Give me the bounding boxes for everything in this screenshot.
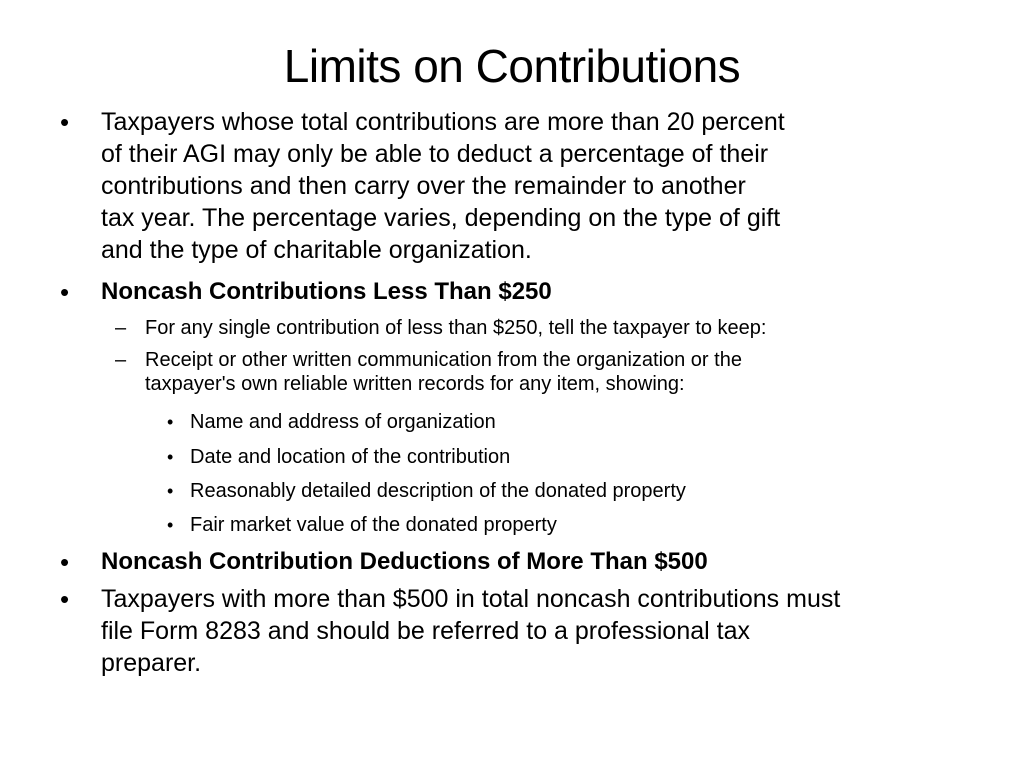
list-item-text: Date and location of the contribution bbox=[190, 446, 511, 468]
bullet-heading: Noncash Contributions Less Than $250 bbox=[101, 278, 552, 305]
list-item bbox=[0, 475, 1024, 507]
bullet-marker: • bbox=[60, 584, 70, 614]
bullet-marker: • bbox=[167, 447, 174, 467]
bullet-line: preparer. bbox=[101, 649, 202, 677]
bullet-line: file Form 8283 and should be referred to a professional tax bbox=[101, 617, 750, 645]
list-item bbox=[0, 441, 1024, 473]
bullet-noncash-over-500 bbox=[0, 546, 1024, 578]
list-item bbox=[0, 406, 1024, 438]
slide-title: Limits on Contributions bbox=[283, 40, 741, 92]
bullet-line: Taxpayers whose total contributions are more than 20 percent bbox=[101, 108, 785, 136]
sub-bullet-single-contribution bbox=[0, 312, 1024, 344]
bullet-noncash-under-250 bbox=[0, 276, 1024, 308]
bullet-line: of their AGI may only be able to deduct a percentage of their bbox=[101, 140, 769, 168]
bullet-marker: • bbox=[60, 107, 70, 137]
bullet-marker: • bbox=[60, 277, 70, 307]
bullet-marker: • bbox=[60, 547, 70, 577]
bullet-marker: • bbox=[167, 412, 174, 432]
sub-bullet-line: taxpayer's own reliable written records for any item, showing: bbox=[145, 373, 685, 395]
sub-bullet-line: Receipt or other written communication from the organization or the bbox=[145, 349, 742, 371]
sub-bullet-receipt bbox=[0, 344, 1024, 400]
bullet-line: and the type of charitable organization. bbox=[101, 236, 532, 264]
list-item bbox=[0, 509, 1024, 541]
dash-marker: – bbox=[115, 349, 127, 371]
list-item-text: Fair market value of the donated property bbox=[190, 514, 557, 536]
bullet-line: tax year. The percentage varies, depending on the type of gift bbox=[101, 204, 781, 232]
bullet-line: contributions and then carry over the remainder to another bbox=[101, 172, 746, 200]
bullet-heading: Noncash Contribution Deductions of More Than $500 bbox=[101, 548, 708, 575]
dash-marker: – bbox=[115, 317, 127, 339]
list-item-text: Name and address of organization bbox=[190, 411, 496, 433]
bullet-marker: • bbox=[167, 481, 174, 501]
list-item-text: Reasonably detailed description of the donated property bbox=[190, 480, 686, 502]
bullet-line: Taxpayers with more than $500 in total noncash contributions must bbox=[101, 585, 841, 613]
bullet-form-8283 bbox=[0, 583, 1024, 679]
sub-bullet-text: For any single contribution of less than $250, tell the taxpayer to keep: bbox=[145, 317, 767, 339]
bullet-marker: • bbox=[167, 515, 174, 535]
bullet-agi-limit bbox=[0, 106, 1024, 266]
